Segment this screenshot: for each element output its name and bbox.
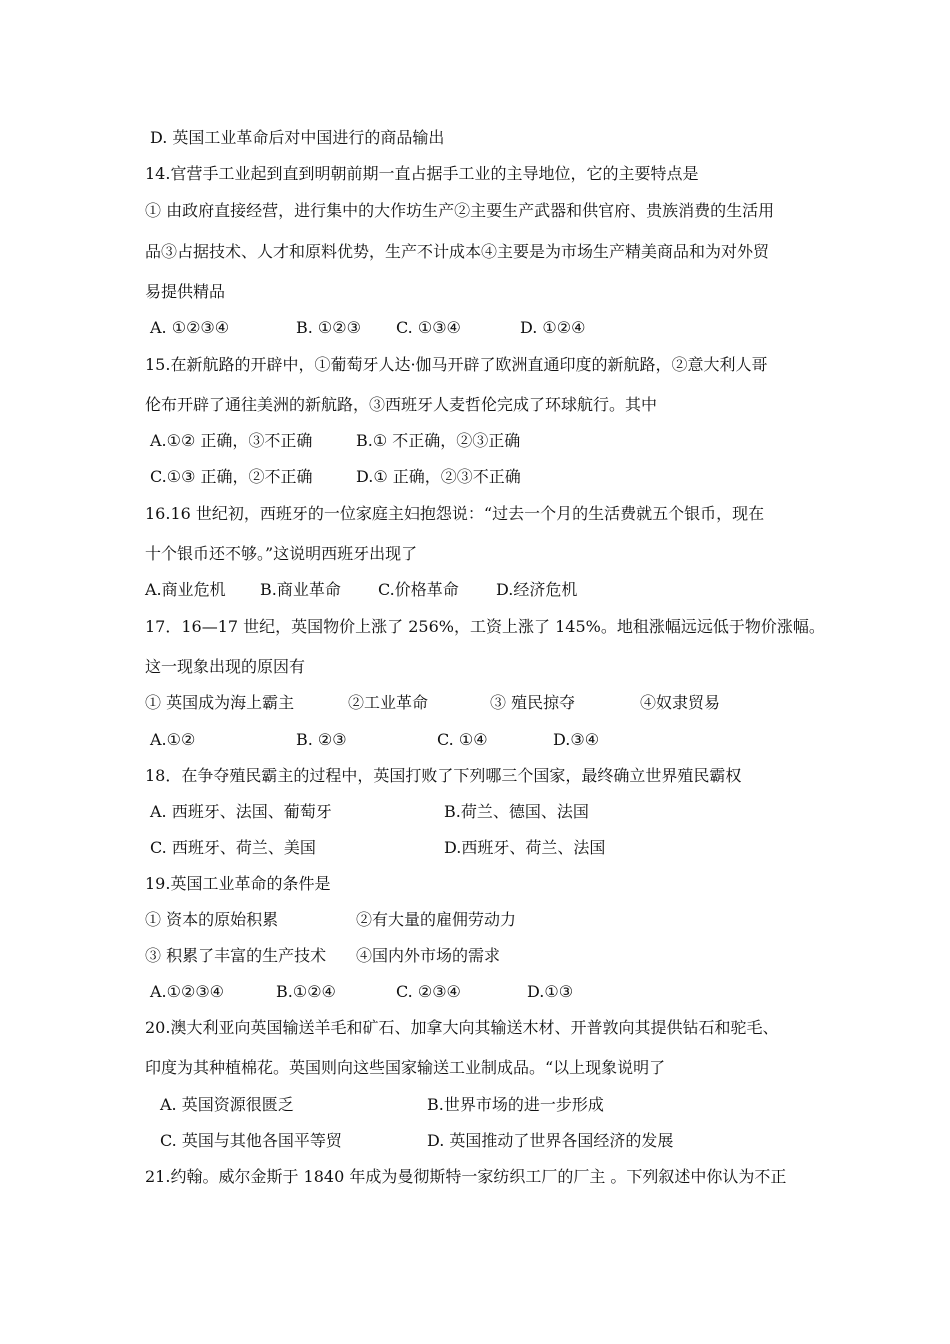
q15-option-d: D.① 正确，②③不正确 [356, 467, 521, 486]
q13-option-d: D. 英国工业革命后对中国进行的商品输出 [150, 128, 445, 147]
q15-stem: 15.在新航路的开辟中，①葡萄牙人达·伽马开辟了欧洲直通印度的新航路，②意大利人哥 [145, 355, 768, 374]
q14-option-d: D. ①②④ [520, 318, 586, 337]
q21-stem: 21.约翰。威尔金斯于 1840 年成为曼彻斯特一家纺织工厂的厂主 。下列叙述中你认为不正 [145, 1167, 787, 1186]
q14-text-line-1: ① 由政府直接经营，进行集中的大作坊生产②主要生产武器和供官府、贵族消费的生活用 [145, 201, 775, 220]
q14-option-c: C. ①③④ [396, 318, 461, 337]
q17-option-a: A.①② [150, 730, 196, 749]
q18-option-a: A. 西班牙、法国、葡萄牙 [150, 802, 332, 821]
q19-item-4: ④国内外市场的需求 [356, 946, 501, 965]
q17-item-2: ②工业革命 [348, 693, 429, 712]
q16-option-d: D.经济危机 [496, 580, 578, 599]
q17-option-b: B. ②③ [296, 730, 347, 749]
q14-option-a: A. ①②③④ [150, 318, 230, 337]
q19-option-a: A.①②③④ [150, 982, 225, 1001]
q17-item-1: ① 英国成为海上霸主 [145, 693, 295, 712]
q20-text-line-2: 印度为其种植棉花。英国则向这些国家输送工业制成品。“以上现象说明了 [145, 1058, 666, 1077]
q19-item-1: ① 资本的原始积累 [145, 910, 279, 929]
q16-option-b: B.商业革命 [260, 580, 341, 599]
q20-option-a: A. 英国资源很匮乏 [160, 1095, 294, 1114]
q18-option-b: B.荷兰、德国、法国 [444, 802, 589, 821]
q17-item-4: ④奴隶贸易 [640, 693, 721, 712]
q15-text-line-2: 伦布开辟了通往美洲的新航路，③西班牙人麦哲伦完成了环球航行。其中 [145, 395, 658, 414]
q18-option-d: D.西班牙、荷兰、法国 [444, 838, 606, 857]
q20-option-d: D. 英国推动了世界各国经济的发展 [427, 1131, 674, 1150]
q16-option-c: C.价格革命 [378, 580, 459, 599]
q19-option-c: C. ②③④ [396, 982, 461, 1001]
q16-stem: 16.16 世纪初，西班牙的一位家庭主妇抱怨说：“过去一个月的生活费就五个银币，现在 [145, 504, 765, 523]
q19-stem: 19.英国工业革命的条件是 [145, 874, 331, 893]
q15-option-b: B.① 不正确，②③正确 [356, 431, 521, 450]
q19-option-d: D.①③ [527, 982, 574, 1001]
q14-stem: 14.官营手工业起到直到明朝前期一直占据手工业的主导地位，它的主要特点是 [145, 164, 699, 183]
q15-option-a: A.①② 正确，③不正确 [150, 431, 313, 450]
q17-item-3: ③ 殖民掠夺 [490, 693, 576, 712]
q18-option-c: C. 西班牙、荷兰、美国 [150, 838, 316, 857]
q20-option-b: B.世界市场的进一步形成 [427, 1095, 604, 1114]
q19-item-3: ③ 积累了丰富的生产技术 [145, 946, 327, 965]
q15-option-c: C.①③ 正确，②不正确 [150, 467, 313, 486]
q17-option-c: C. ①④ [437, 730, 488, 749]
q20-stem: 20.澳大利亚向英国输送羊毛和矿石、加拿大向其输送木材、开普敦向其提供钻石和驼毛、 [145, 1018, 779, 1037]
q17-option-d: D.③④ [553, 730, 600, 749]
q16-text-line-2: 十个银币还不够。”这说明西班牙出现了 [145, 544, 418, 563]
q19-option-b: B.①②④ [276, 982, 336, 1001]
q17-stem: 17．16—17 世纪，英国物价上涨了 256%，工资上涨了 145%。地租涨幅远远低于物价涨幅。 [145, 617, 825, 636]
q17-text-line-2: 这一现象出现的原因有 [145, 657, 306, 676]
q19-item-2: ②有大量的雇佣劳动力 [356, 910, 517, 929]
q16-option-a: A.商业危机 [145, 580, 226, 599]
q14-text-line-2: 品③占据技术、人才和原料优势，生产不计成本④主要是为市场生产精美商品和为对外贸 [145, 242, 770, 261]
q18-stem: 18．在争夺殖民霸主的过程中，英国打败了下列哪三个国家，最终确立世界殖民霸权 [145, 766, 742, 785]
q20-option-c: C. 英国与其他各国平等贸 [160, 1131, 342, 1150]
q14-option-b: B. ①②③ [296, 318, 361, 337]
q14-text-line-3: 易提供精品 [145, 282, 226, 301]
